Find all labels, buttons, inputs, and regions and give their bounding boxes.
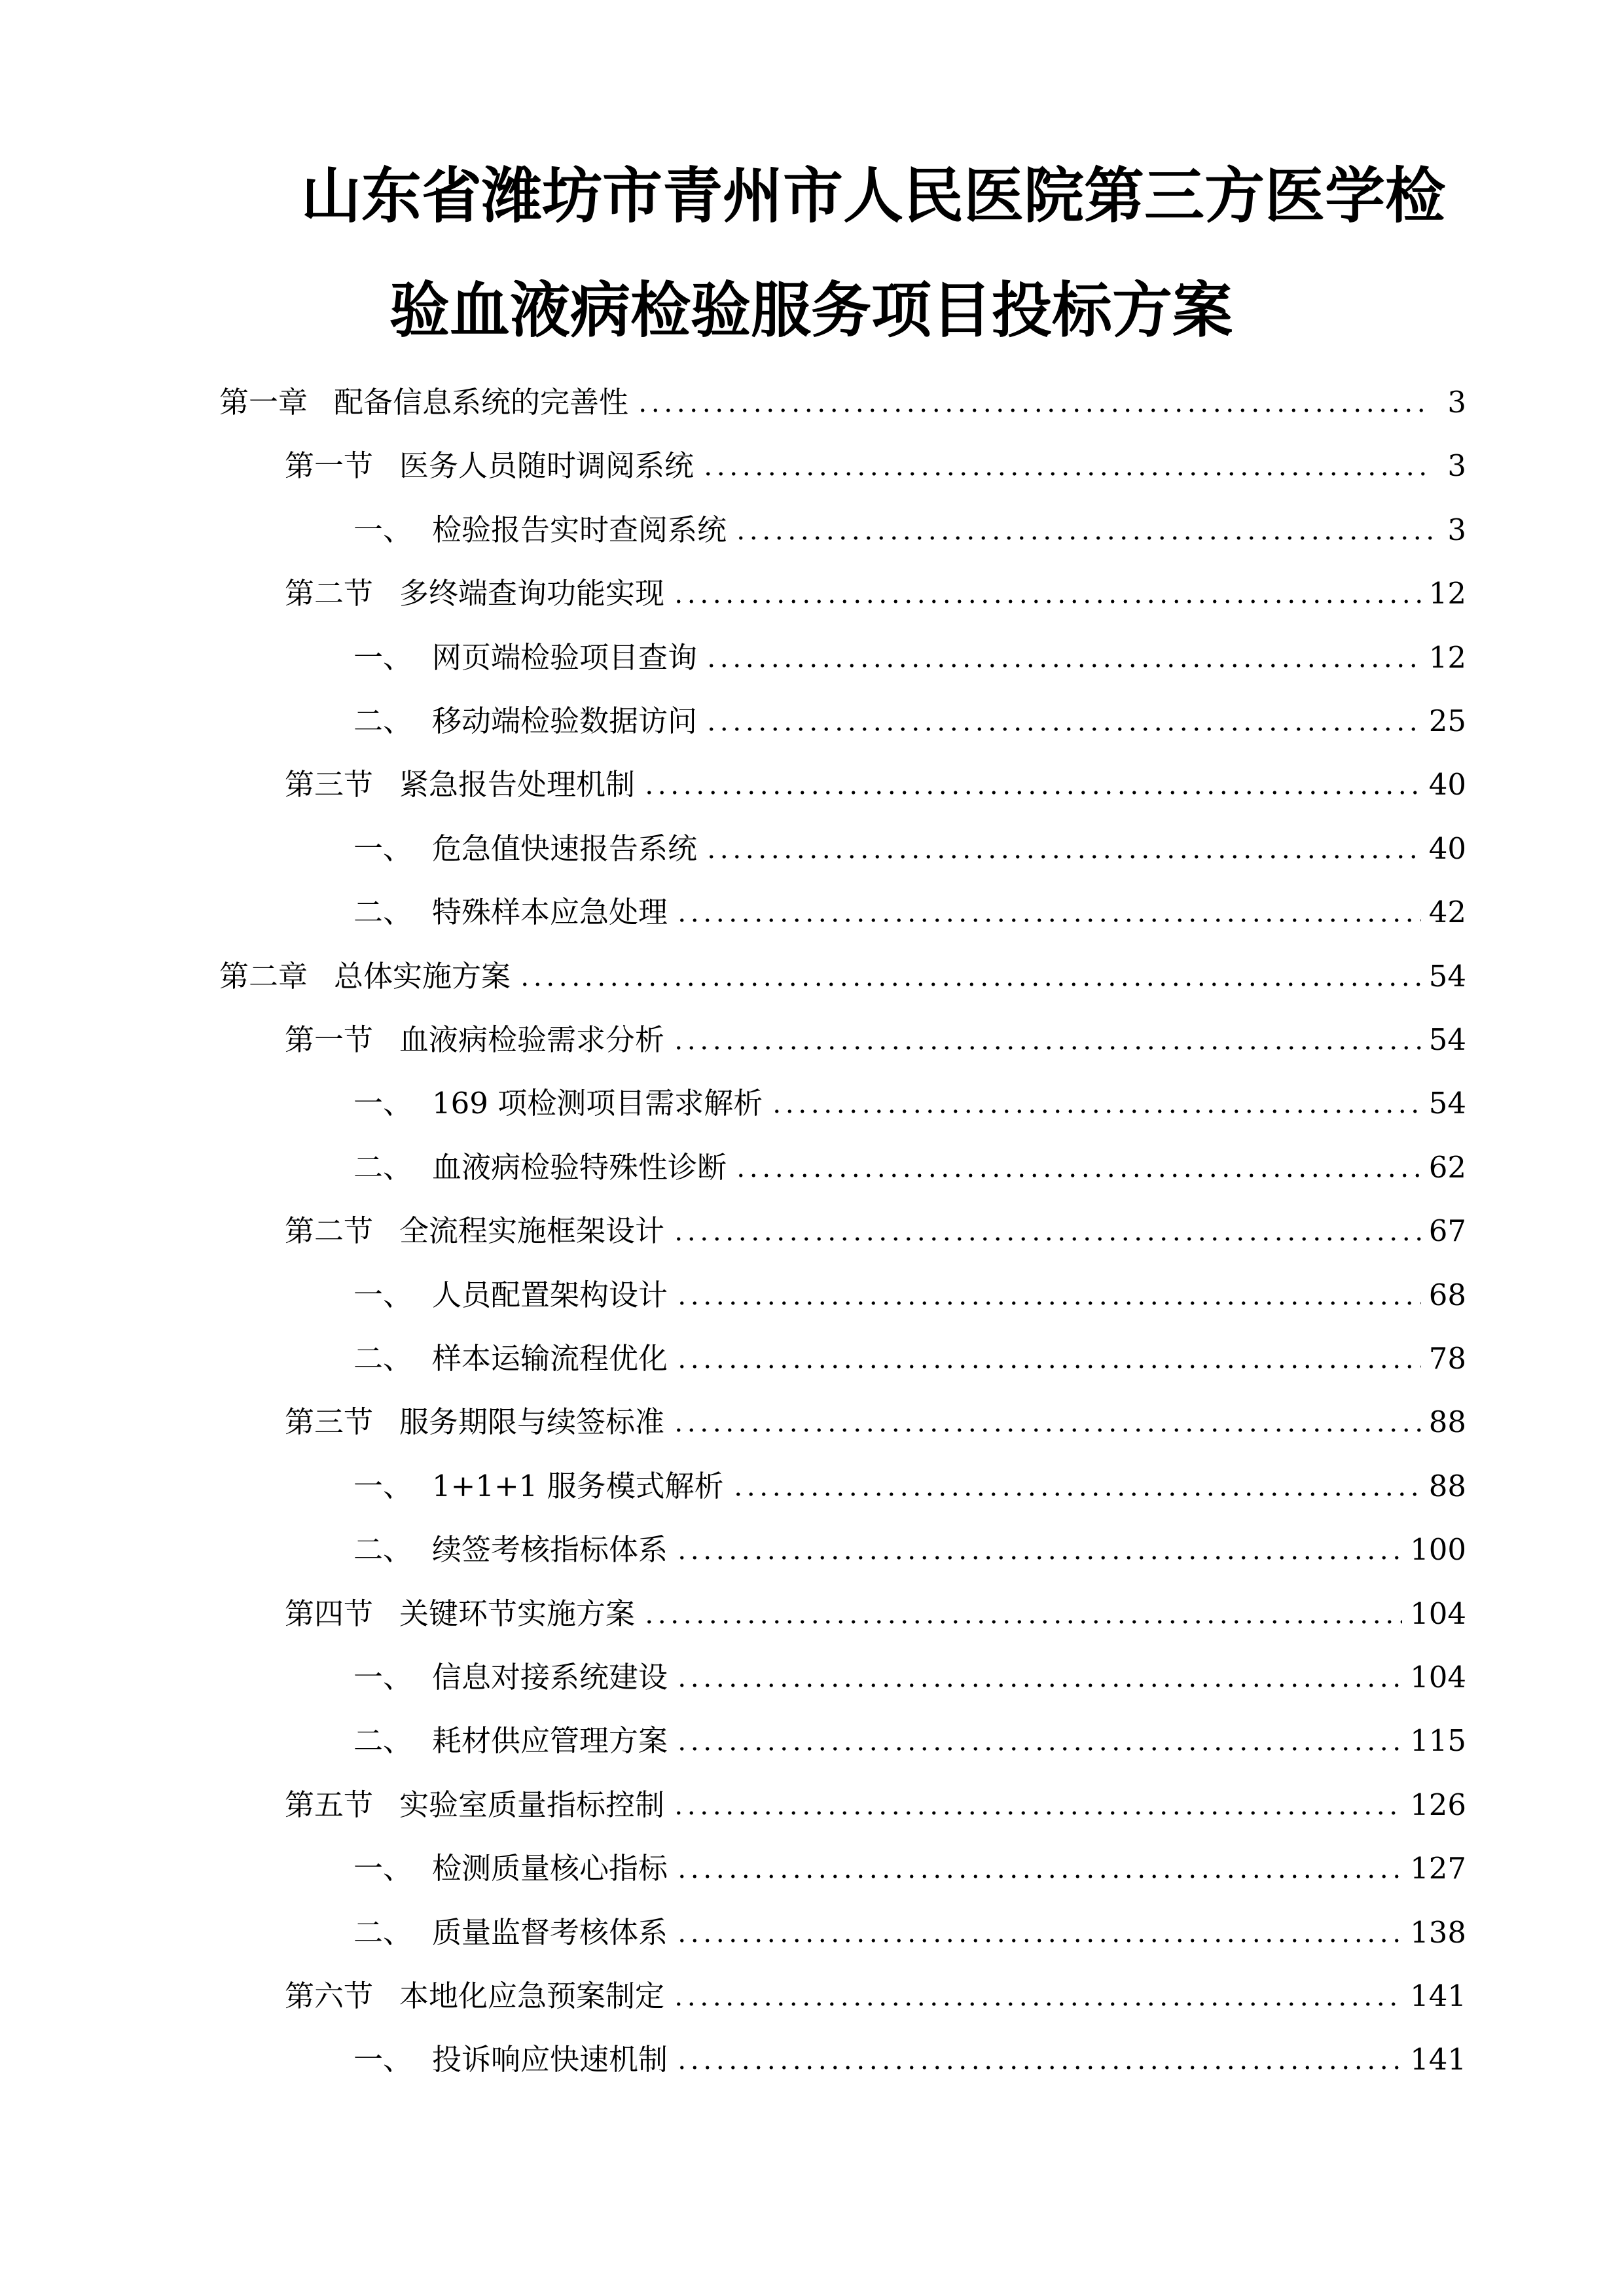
toc-page-number: 54 (1428, 1086, 1466, 1121)
toc-entry-number: 二、 (353, 1723, 413, 1758)
toc-entry-title: 投诉响应快速机制 (432, 2042, 668, 2077)
toc-entry[interactable] (285, 440, 1466, 486)
toc-entry-number: 第二节 (285, 576, 374, 611)
toc-page-number: 62 (1428, 1150, 1466, 1185)
document-title-line-2: 验血液病检验服务项目投标方案 (389, 276, 1233, 346)
toc-dot-leader (672, 1045, 1421, 1050)
toc-page-number: 67 (1428, 1213, 1466, 1248)
toc-entry[interactable] (285, 567, 1466, 613)
toc-page-number: 40 (1428, 831, 1466, 866)
toc-dot-leader (770, 1109, 1421, 1114)
toc-dot-leader (732, 1492, 1421, 1497)
toc-page-number: 115 (1410, 1723, 1466, 1758)
toc-dot-leader (734, 1173, 1421, 1178)
toc-entry-title: 多终端查询功能实现 (399, 576, 665, 611)
toc-entry[interactable] (353, 1842, 1466, 1888)
toc-page-number: 54 (1428, 1022, 1466, 1057)
toc-entry-title: 实验室质量指标控制 (399, 1787, 665, 1822)
toc-entry-title: 169 项检测项目需求解析 (432, 1086, 763, 1121)
toc-entry[interactable] (285, 759, 1466, 804)
toc-entry-title: 关键环节实施方案 (399, 1596, 636, 1631)
toc-entry[interactable] (353, 1269, 1466, 1315)
toc-entry[interactable] (285, 1779, 1466, 1825)
toc-dot-leader (676, 918, 1421, 923)
toc-entry-title: 检验报告实时查阅系统 (432, 512, 727, 547)
toc-entry-number: 一、 (353, 1660, 413, 1695)
toc-entry-title: 总体实施方案 (334, 959, 511, 994)
toc-entry-title: 1+1+1 服务模式解析 (432, 1469, 724, 1503)
toc-entry-number: 二、 (353, 1341, 413, 1376)
toc-dot-leader (672, 1810, 1402, 1816)
toc-entry-number: 二、 (353, 704, 413, 738)
toc-dot-leader (676, 1746, 1402, 1751)
toc-page-number: 127 (1410, 1851, 1466, 1886)
toc-entry-title: 人员配置架构设计 (432, 1278, 668, 1312)
toc-entry[interactable] (353, 695, 1466, 741)
toc-entry-title: 检测质量核心指标 (432, 1851, 668, 1886)
toc-entry[interactable] (353, 1077, 1466, 1123)
toc-dot-leader (518, 982, 1421, 987)
toc-dot-leader (676, 1874, 1402, 1879)
toc-entry-title: 移动端检验数据访问 (432, 704, 698, 738)
toc-entry-number: 第二章 (219, 959, 308, 994)
toc-dot-leader (672, 599, 1421, 604)
toc-entry-number: 第一节 (285, 448, 374, 483)
toc-dot-leader (676, 1938, 1402, 1943)
toc-entry[interactable] (285, 1205, 1466, 1251)
toc-entry[interactable] (353, 823, 1466, 869)
toc-entry-number: 一、 (353, 1086, 413, 1121)
toc-page-number: 126 (1410, 1787, 1466, 1822)
toc-entry[interactable] (353, 886, 1466, 932)
toc-entry-title: 医务人员随时调阅系统 (399, 448, 695, 483)
toc-entry[interactable] (353, 1524, 1466, 1570)
toc-entry[interactable] (285, 1970, 1466, 2016)
toc-entry-title: 紧急报告处理机制 (399, 767, 636, 802)
toc-page-number: 104 (1410, 1660, 1466, 1695)
toc-entry-number: 二、 (353, 895, 413, 929)
toc-page-number: 3 (1447, 385, 1466, 420)
toc-dot-leader (636, 408, 1432, 413)
document-title-line-1: 山东省潍坊市青州市人民医院第三方医学检 (301, 161, 1446, 231)
toc-dot-leader (676, 2065, 1402, 2070)
toc-page-number: 12 (1428, 640, 1466, 675)
toc-page-number: 68 (1428, 1278, 1466, 1312)
toc-entry-title: 血液病检验需求分析 (399, 1022, 665, 1057)
toc-entry-number: 一、 (353, 2042, 413, 2077)
toc-dot-leader (734, 535, 1432, 541)
toc-dot-leader (702, 471, 1432, 476)
toc-page-number: 141 (1410, 1979, 1466, 2013)
toc-dot-leader (672, 1427, 1421, 1433)
toc-entry-number: 第六节 (285, 1979, 374, 2013)
toc-entry-number: 第一章 (219, 385, 308, 420)
toc-dot-leader (676, 1683, 1402, 1688)
toc-page-number: 104 (1410, 1596, 1466, 1631)
toc-dot-leader (676, 1300, 1421, 1306)
toc-entry-title: 服务期限与续签标准 (399, 1405, 665, 1439)
toc-entry-number: 第四节 (285, 1596, 374, 1631)
toc-entry[interactable] (285, 1396, 1466, 1442)
toc-entry-title: 续签考核指标体系 (432, 1532, 668, 1567)
toc-dot-leader (705, 726, 1421, 732)
toc-entry[interactable] (285, 1014, 1466, 1060)
toc-page-number: 88 (1428, 1469, 1466, 1503)
toc-entry[interactable] (353, 1460, 1466, 1506)
toc-entry[interactable] (353, 1907, 1466, 1952)
toc-entry-number: 一、 (353, 640, 413, 675)
toc-entry-title: 危急值快速报告系统 (432, 831, 698, 866)
toc-entry-number: 一、 (353, 831, 413, 866)
toc-page-number: 78 (1428, 1341, 1466, 1376)
toc-entry-number: 一、 (353, 1278, 413, 1312)
toc-page-number: 3 (1447, 448, 1466, 483)
toc-dot-leader (643, 790, 1421, 795)
toc-entry[interactable] (353, 632, 1466, 677)
toc-entry-title: 质量监督考核体系 (432, 1915, 668, 1950)
toc-entry[interactable] (353, 1141, 1466, 1187)
toc-page-number: 40 (1428, 767, 1466, 802)
toc-dot-leader (676, 1555, 1402, 1560)
toc-entry-title: 信息对接系统建设 (432, 1660, 668, 1695)
toc-entry-number: 一、 (353, 1851, 413, 1886)
toc-entry-number: 二、 (353, 1915, 413, 1950)
toc-entry-title: 血液病检验特殊性诊断 (432, 1150, 727, 1185)
toc-page-number: 3 (1447, 512, 1466, 547)
toc-entry[interactable] (353, 1333, 1466, 1378)
toc-dot-leader (643, 1619, 1402, 1624)
toc-page-number: 100 (1410, 1532, 1466, 1567)
toc-page-number: 12 (1428, 576, 1466, 611)
toc-page-number: 88 (1428, 1405, 1466, 1439)
toc-entry-number: 第二节 (285, 1213, 374, 1248)
toc-entry-number: 第三节 (285, 767, 374, 802)
toc-dot-leader (705, 663, 1421, 668)
toc-entry-number: 二、 (353, 1150, 413, 1185)
toc-dot-leader (672, 2001, 1402, 2007)
toc-entry[interactable] (285, 1588, 1466, 1634)
toc-entry[interactable] (219, 950, 1466, 996)
toc-entry[interactable] (219, 376, 1466, 422)
toc-entry-title: 全流程实施框架设计 (399, 1213, 665, 1248)
toc-entry-number: 第三节 (285, 1405, 374, 1439)
toc-dot-leader (705, 854, 1421, 859)
toc-entry[interactable] (353, 1651, 1466, 1697)
toc-page-number: 54 (1428, 959, 1466, 994)
toc-page-number: 141 (1410, 2042, 1466, 2077)
toc-entry[interactable] (353, 2034, 1466, 2079)
toc-page-number: 25 (1428, 704, 1466, 738)
toc-entry-title: 样本运输流程优化 (432, 1341, 668, 1376)
toc-entry-number: 一、 (353, 1469, 413, 1503)
toc-entry-number: 第五节 (285, 1787, 374, 1822)
toc-entry[interactable] (353, 1715, 1466, 1761)
toc-dot-leader (672, 1236, 1421, 1242)
toc-page-number: 138 (1410, 1915, 1466, 1950)
toc-entry-title: 耗材供应管理方案 (432, 1723, 668, 1758)
toc-entry-title: 配备信息系统的完善性 (334, 385, 629, 420)
toc-entry-title: 特殊样本应急处理 (432, 895, 668, 929)
toc-entry[interactable] (353, 504, 1466, 550)
toc-page-number: 42 (1428, 895, 1466, 929)
toc-entry-title: 本地化应急预案制定 (399, 1979, 665, 2013)
toc-entry-number: 二、 (353, 1532, 413, 1567)
toc-dot-leader (676, 1364, 1421, 1369)
toc-entry-number: 第一节 (285, 1022, 374, 1057)
toc-entry-title: 网页端检验项目查询 (432, 640, 698, 675)
toc-entry-number: 一、 (353, 512, 413, 547)
